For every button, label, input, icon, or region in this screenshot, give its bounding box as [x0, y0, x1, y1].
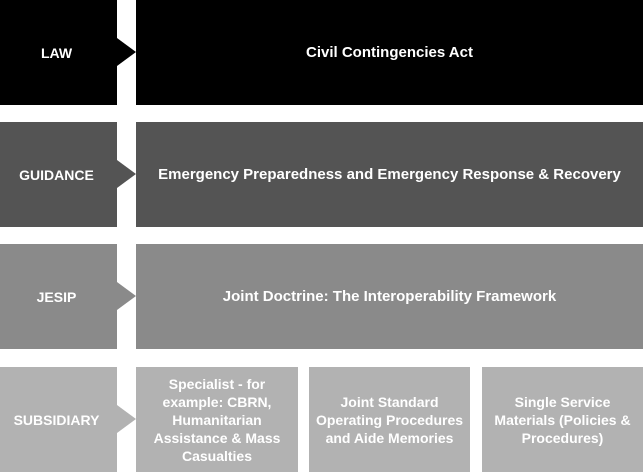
guidance-content: Emergency Preparedness and Emergency Response & Recovery — [136, 122, 643, 227]
guidance-label: GUIDANCE — [0, 122, 117, 227]
subsidiary-label: SUBSIDIARY — [0, 367, 117, 472]
law-content: Civil Contingencies Act — [136, 0, 643, 105]
jesip-arrow-icon — [117, 282, 136, 310]
subsidiary-arrow-icon — [117, 405, 136, 433]
jesip-label: JESIP — [0, 244, 117, 349]
subsidiary-item-specialist: Specialist - for example: CBRN, Humanitarian Assistance & Mass Casualties — [136, 367, 298, 472]
subsidiary-item-joint-standard: Joint Standard Operating Procedures and Aide Memories — [309, 367, 470, 472]
subsidiary-item-single-service: Single Service Materials (Policies & Procedures) — [482, 367, 643, 472]
law-label: LAW — [0, 0, 117, 105]
guidance-arrow-icon — [117, 160, 136, 188]
jesip-content: Joint Doctrine: The Interoperability Framework — [136, 244, 643, 349]
law-arrow-icon — [117, 38, 136, 66]
